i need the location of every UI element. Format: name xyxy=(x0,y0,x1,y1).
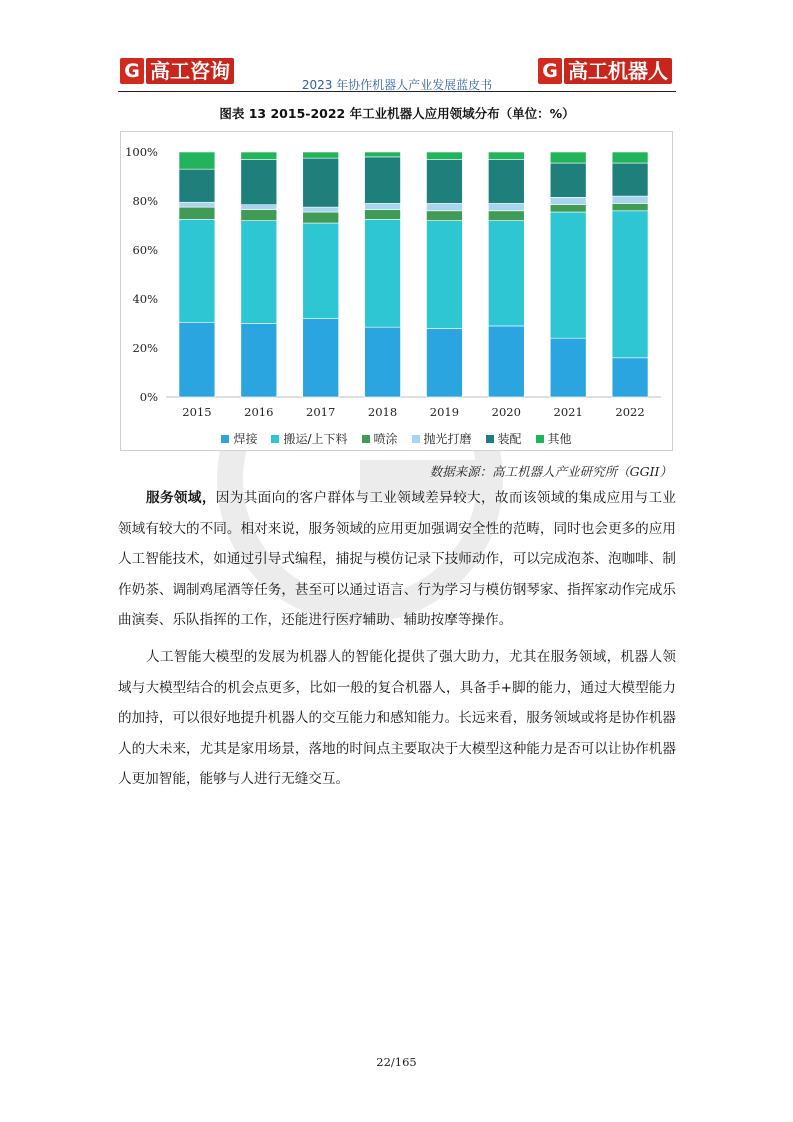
legend-label: 其他 xyxy=(547,432,572,446)
paragraph-service-field xyxy=(118,483,676,636)
bar-segment-其他-2021 xyxy=(550,152,586,163)
report-title: 2023 年协作机器人产业发展蓝皮书 xyxy=(301,78,493,92)
stacked-bar-chart xyxy=(120,131,673,451)
x-tick-label: 2018 xyxy=(367,405,398,419)
bar-segment-搬运/上下料-2022 xyxy=(612,211,648,358)
legend-swatch xyxy=(486,435,494,443)
bar-segment-搬运/上下料-2020 xyxy=(488,221,524,326)
bar-segment-其他-2019 xyxy=(426,152,462,159)
y-tick-label: 60% xyxy=(132,243,158,257)
x-tick-label: 2022 xyxy=(615,405,645,419)
bar-segment-喷涂-2015 xyxy=(179,207,215,219)
bar-segment-喷涂-2020 xyxy=(488,211,524,221)
bar-segment-装配-2017 xyxy=(303,158,339,207)
bar-segment-焊接-2016 xyxy=(241,324,277,398)
y-tick-label: 20% xyxy=(132,341,158,355)
bar-segment-装配-2015 xyxy=(179,169,215,202)
bar-segment-抛光打磨-2018 xyxy=(365,203,401,209)
logo-left-text: 高工咨询 xyxy=(146,58,234,84)
legend-label: 抛光打磨 xyxy=(423,432,472,446)
bar-segment-抛光打磨-2021 xyxy=(550,197,586,204)
legend-item xyxy=(486,430,522,447)
bar-segment-搬运/上下料-2017 xyxy=(303,223,339,319)
bar-segment-喷涂-2022 xyxy=(612,203,648,210)
paragraph-ai-models xyxy=(118,642,676,795)
legend-label: 喷涂 xyxy=(373,432,398,446)
page-number: 22/165 xyxy=(376,1055,417,1069)
bar-segment-搬运/上下料-2019 xyxy=(426,221,462,329)
bar-segment-装配-2021 xyxy=(550,163,586,197)
bar-segment-装配-2020 xyxy=(488,159,524,203)
legend-item xyxy=(536,430,572,447)
bar-segment-搬运/上下料-2021 xyxy=(550,212,586,338)
figure-caption: 图表 13 2015-2022 年工业机器人应用领域分布（单位：%） xyxy=(219,106,575,121)
legend-swatch xyxy=(221,435,229,443)
logo-right-text: 高工机器人 xyxy=(564,58,672,84)
legend-label: 焊接 xyxy=(233,432,258,446)
bar-segment-装配-2018 xyxy=(365,157,401,204)
legend-item xyxy=(271,430,347,447)
bar-segment-抛光打磨-2019 xyxy=(426,203,462,210)
bar-segment-搬运/上下料-2015 xyxy=(179,219,215,322)
legend-swatch xyxy=(271,435,279,443)
x-tick-label: 2021 xyxy=(553,405,583,419)
y-tick-label: 0% xyxy=(139,390,158,404)
x-tick-label: 2020 xyxy=(491,405,521,419)
page-header xyxy=(118,56,676,92)
legend-item xyxy=(362,430,398,447)
bar-segment-抛光打磨-2022 xyxy=(612,196,648,203)
x-tick-label: 2017 xyxy=(306,405,336,419)
bar-segment-抛光打磨-2016 xyxy=(241,205,277,210)
bar-segment-抛光打磨-2017 xyxy=(303,207,339,212)
legend-swatch xyxy=(536,435,544,443)
ggii-robot-logo xyxy=(538,56,672,86)
x-tick-label: 2019 xyxy=(429,405,460,419)
logo-g-mark: G xyxy=(538,58,562,84)
paragraph-lead: 服务领域， xyxy=(146,490,216,506)
x-tick-label: 2015 xyxy=(182,405,212,419)
bar-segment-搬运/上下料-2016 xyxy=(241,221,277,324)
bar-segment-其他-2016 xyxy=(241,152,277,159)
chart-legend xyxy=(121,430,672,447)
bar-segment-其他-2022 xyxy=(612,152,648,163)
y-tick-label: 100% xyxy=(125,145,158,159)
bar-segment-焊接-2017 xyxy=(303,319,339,397)
figure-source: 数据来源：高工机器人产业研究所（GGII） xyxy=(429,464,672,479)
bar-segment-喷涂-2016 xyxy=(241,210,277,221)
bar-segment-装配-2019 xyxy=(426,159,462,203)
bar-segment-其他-2017 xyxy=(303,152,339,158)
bar-segment-焊接-2021 xyxy=(550,338,586,397)
bar-segment-喷涂-2018 xyxy=(365,210,401,220)
bar-segment-焊接-2022 xyxy=(612,358,648,397)
bar-segment-其他-2020 xyxy=(488,152,524,159)
header-divider xyxy=(118,91,676,92)
bar-segment-抛光打磨-2020 xyxy=(488,203,524,210)
y-tick-label: 40% xyxy=(132,292,158,306)
bar-segment-搬运/上下料-2018 xyxy=(365,219,401,327)
bar-segment-其他-2018 xyxy=(365,152,401,157)
chart-canvas xyxy=(121,132,674,452)
bar-segment-装配-2016 xyxy=(241,159,277,204)
bar-segment-焊接-2018 xyxy=(365,327,401,397)
legend-label: 搬运/上下料 xyxy=(283,432,348,446)
bar-segment-焊接-2019 xyxy=(426,328,462,397)
legend-item xyxy=(221,430,257,447)
legend-swatch xyxy=(362,435,370,443)
bar-segment-喷涂-2019 xyxy=(426,211,462,221)
legend-item xyxy=(412,430,472,447)
logo-g-mark: G xyxy=(120,58,144,84)
legend-label: 装配 xyxy=(497,432,522,446)
bar-segment-焊接-2015 xyxy=(179,322,215,397)
bar-segment-喷涂-2021 xyxy=(550,205,586,212)
x-tick-label: 2016 xyxy=(244,405,274,419)
bar-segment-焊接-2020 xyxy=(488,326,524,397)
paragraph-text: 因为其面向的客户群体与工业领域差异较大，故而该领域的集成应用与工业领域有较大的不同。相对来说，服务领域的应用更加强调安全性的范畴，同时也会更多的应用人工智能技术，如通过引导式编程，捕捉与模仿记录下技师动作，可以完成泡茶、泡咖啡、制作奶茶、调制鸡尾酒等任务，甚至可以通过语言、行为学习与模仿钢琴家、指挥家动作完成乐曲演奏、乐队指挥的工作，还能进行医疗辅助、辅助按摩等操作。 xyxy=(118,490,677,628)
paragraph-text: 人工智能大模型的发展为机器人的智能化提供了强大助力，尤其在服务领域，机器人领域与大模型结合的机会点更多，比如一般的复合机器人，具备手+脚的能力，通过大模型能力的加持，可以很好地提升机器人的交互能力和感知能力。长远来看，服务领域或将是协作机器人的大未来，尤其是家用场景，落地的时间点主要取决于大模型这种能力是否可以让协作机器人更加智能，能够与人进行无缝交互。 xyxy=(118,649,676,787)
legend-swatch xyxy=(412,435,420,443)
bar-segment-装配-2022 xyxy=(612,163,648,196)
y-tick-label: 80% xyxy=(132,194,158,208)
bar-segment-抛光打磨-2015 xyxy=(179,202,215,207)
bar-segment-喷涂-2017 xyxy=(303,212,339,223)
bar-segment-其他-2015 xyxy=(179,152,215,169)
